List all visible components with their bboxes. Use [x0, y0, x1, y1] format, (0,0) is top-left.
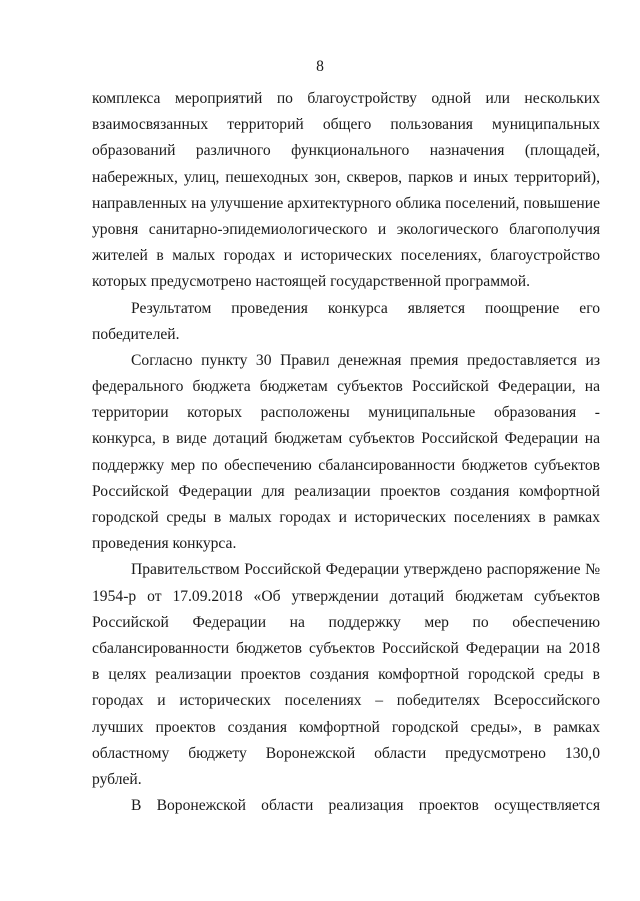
text-line: комплекса мероприятий по благоустройству одной или нескольких [92, 90, 600, 107]
text-line: жителей в малых городах и исторических поселениях, благоустройство [92, 247, 600, 265]
text-line: Российской Федерации для реализации проектов создания комфортной [92, 482, 600, 500]
text-line: Согласно пункту 30 Правил денежная премия предоставляется из [131, 351, 600, 369]
text-line: конкурса, в виде дотаций бюджетам субъектов Российской Федерации на [92, 430, 600, 448]
paragraph [92, 86, 600, 296]
paragraph [92, 348, 600, 558]
text-line: в целях реализации проектов создания комфортной городской среды в [92, 666, 600, 684]
text-line: Российской Федерации на поддержку мер по обеспечению [92, 613, 600, 631]
text-line: уровня санитарно-эпидемиологического и экологического благополучия [92, 220, 600, 238]
text-line: Результатом проведения конкурса является поощрение его [131, 299, 600, 317]
text-line: проведения конкурса. [92, 535, 237, 553]
paragraph [92, 557, 600, 793]
page-number: 8 [316, 58, 324, 75]
text-line: областному бюджету Воронежской области предусмотрено 130,0 [92, 744, 600, 762]
text-line: лучших проектов создания комфортной городской среды», в рамках [92, 718, 600, 736]
text-line: победителей. [92, 325, 180, 343]
document-body [92, 86, 600, 819]
text-line: которых предусмотрено настоящей государственной программой. [92, 273, 530, 291]
paragraph [92, 296, 600, 348]
text-line: направленных на улучшение архитектурного облика поселений, повышение [92, 194, 600, 212]
text-line: набережных, улиц, пешеходных зон, скверов, парков и иных территорий), [92, 168, 600, 186]
paragraph [92, 793, 600, 819]
text-line: федерального бюджета бюджетам субъектов Российской Федерации, на [92, 378, 600, 396]
text-line: городской среды в малых городах и исторических поселениях в рамках [92, 509, 600, 526]
text-line: взаимосвязанных территорий общего пользования муниципальных [92, 116, 600, 134]
text-line: Правительством Российской Федерации утверждено распоряжение № [131, 561, 600, 579]
text-line: В Воронежской области реализация проектов осуществляется [131, 797, 600, 815]
text-line: рублей. [92, 770, 142, 788]
text-line: 1954-р от 17.09.2018 «Об утверждении дотаций бюджетам субъектов [92, 587, 600, 605]
text-line: поддержку мер по обеспечению сбалансированности бюджетов субъектов [92, 456, 600, 474]
text-line: территории которых расположены муниципальные образования - [92, 404, 600, 422]
text-line: сбалансированности бюджетов субъектов Российской Федерации на 2018 [92, 639, 600, 657]
text-line: городах и исторических поселениях – победителях Всероссийского [92, 692, 600, 710]
text-line: образований различного функционального назначения (площадей, [92, 142, 600, 160]
